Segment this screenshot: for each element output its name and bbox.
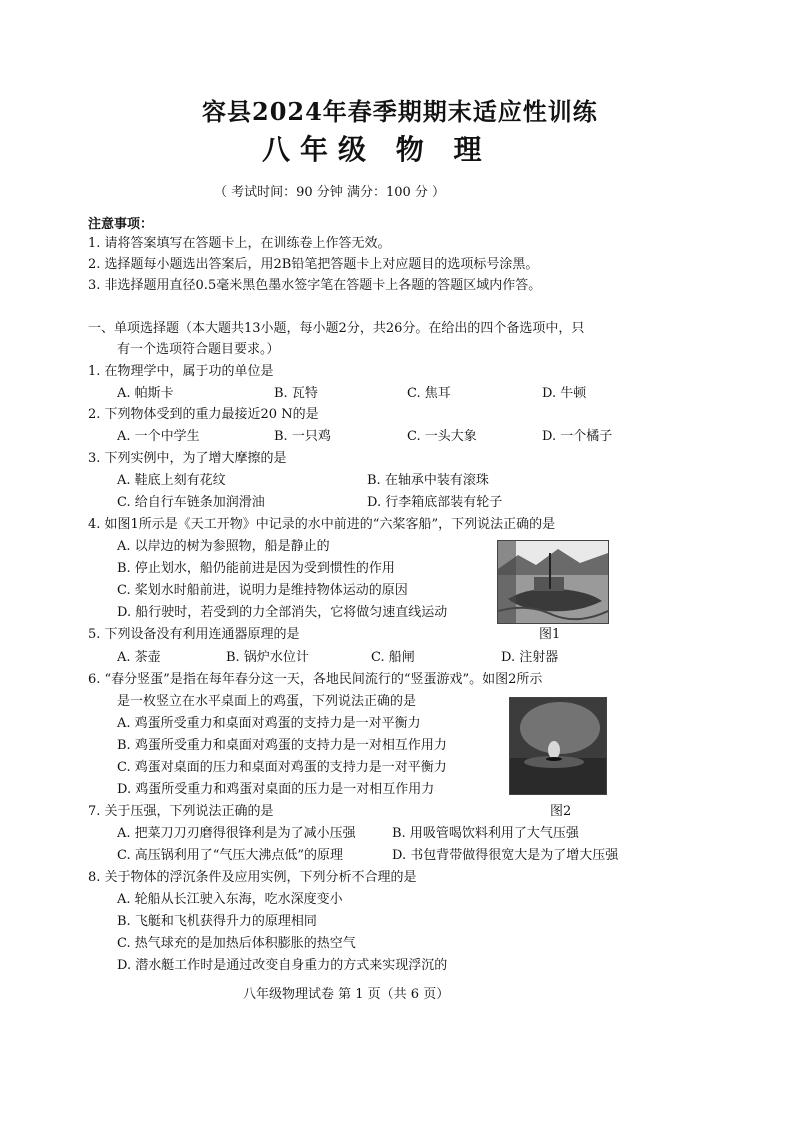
option: D. 船行驶时，若受到的力全部消失，它将做匀速直线运动	[117, 605, 448, 620]
option: B. 瓦特	[274, 386, 318, 401]
question-stem: 6. “春分竖蛋”是指在每年春分这一天，各地民间流行的“竖蛋游戏”。如图2所示	[88, 672, 543, 687]
option: D. 鸡蛋所受重力和鸡蛋对桌面的压力是一对相互作用力	[117, 782, 435, 797]
option: C. 鸡蛋对桌面的压力和桌面对鸡蛋的支持力是一对平衡力	[117, 760, 447, 775]
question-stem: 2. 下列物体受到的重力最接近20 N的是	[88, 407, 319, 422]
option: C. 热气球充的是加热后体积膨胀的热空气	[117, 936, 356, 951]
figure-1-ship-image	[497, 540, 609, 624]
question-stem-cont: 是一枚竖立在水平桌面上的鸡蛋，下列说法正确的是	[117, 694, 417, 709]
option: A. 把菜刀刀刃磨得很锋利是为了减小压强	[117, 826, 356, 841]
option: B. 锅炉水位计	[226, 650, 309, 665]
note-item: 2. 选择题每小题选出答案后，用2B铅笔把答题卡上对应题目的选项标号涂黑。	[88, 257, 539, 272]
option: A. 以岸边的树为参照物，船是静止的	[117, 539, 330, 554]
option: D. 行李箱底部装有轮子	[367, 495, 503, 510]
question-stem: 3. 下列实例中，为了增大摩擦的是	[88, 451, 287, 466]
figure-2-egg-image	[509, 697, 607, 795]
option: B. 停止划水，船仍能前进是因为受到惯性的作用	[117, 561, 395, 576]
question-stem: 7. 关于压强，下列说法正确的是	[88, 804, 274, 819]
option: D. 书包背带做得很宽大是为了增大压强	[392, 848, 619, 863]
standing-egg-illustration-icon	[510, 698, 606, 794]
question-stem: 4. 如图1所示是《天工开物》中记录的水中前进的“六桨客船”，下列说法正确的是	[88, 517, 556, 532]
option: B. 鸡蛋所受重力和桌面对鸡蛋的支持力是一对相互作用力	[117, 738, 447, 753]
option: A. 一个中学生	[117, 429, 200, 444]
option: A. 轮船从长江驶入东海，吃水深度变小	[117, 892, 343, 907]
option: C. 一头大象	[407, 429, 477, 444]
question-stem: 1. 在物理学中，属于功的单位是	[88, 364, 274, 379]
option: C. 焦耳	[407, 386, 451, 401]
option: B. 一只鸡	[274, 429, 331, 444]
figure-1-caption: 图1	[539, 627, 561, 642]
note-item: 3. 非选择题用直径0.5毫米黑色墨水签字笔在答题卡上各题的答题区域内作答。	[88, 278, 542, 293]
ship-illustration-icon	[498, 541, 608, 623]
exam-info: （ 考试时间：90 分钟 满分：100 分 ）	[214, 185, 446, 200]
notes-heading: 注意事项：	[88, 217, 154, 232]
question-stem: 5. 下列设备没有利用连通器原理的是	[88, 627, 300, 642]
option: C. 高压锅利用了“气压大沸点低”的原理	[117, 848, 344, 863]
option: D. 注射器	[501, 650, 559, 665]
option: C. 给自行车链条加润滑油	[117, 495, 265, 510]
section-heading-cont: 有一个选项符合题目要求。）	[117, 342, 280, 357]
question-stem: 8. 关于物体的浮沉条件及应用实例，下列分析不合理的是	[88, 870, 417, 885]
option: B. 在轴承中装有滚珠	[367, 473, 489, 488]
option: C. 桨划水时船前进，说明力是维持物体运动的原因	[117, 583, 408, 598]
option: D. 潜水艇工作时是通过改变自身重力的方式来实现浮沉的	[117, 958, 448, 973]
option: D. 一个橘子	[542, 429, 613, 444]
option: A. 鞋底上刻有花纹	[117, 473, 226, 488]
page-subtitle: 八年级 物 理	[262, 133, 492, 166]
option: D. 牛顿	[542, 386, 587, 401]
option: A. 鸡蛋所受重力和桌面对鸡蛋的支持力是一对平衡力	[117, 716, 421, 731]
option: B. 飞艇和飞机获得升力的原理相同	[117, 914, 317, 929]
option: B. 用吸管喝饮料利用了大气压强	[392, 826, 579, 841]
section-heading: 一、单项选择题（本大题共13小题，每小题2分，共26分。在给出的四个备选项中，只	[88, 321, 585, 336]
option: C. 船闸	[371, 650, 415, 665]
option: A. 茶壶	[117, 650, 161, 665]
option: A. 帕斯卡	[117, 386, 174, 401]
note-item: 1. 请将答案填写在答题卡上，在训练卷上作答无效。	[88, 236, 391, 251]
page-footer: 八年级物理试卷 第 1 页（共 6 页）	[243, 987, 450, 1002]
figure-2-caption: 图2	[550, 804, 572, 819]
page-title: 容县2024年春季期期末适应性训练	[202, 97, 598, 126]
